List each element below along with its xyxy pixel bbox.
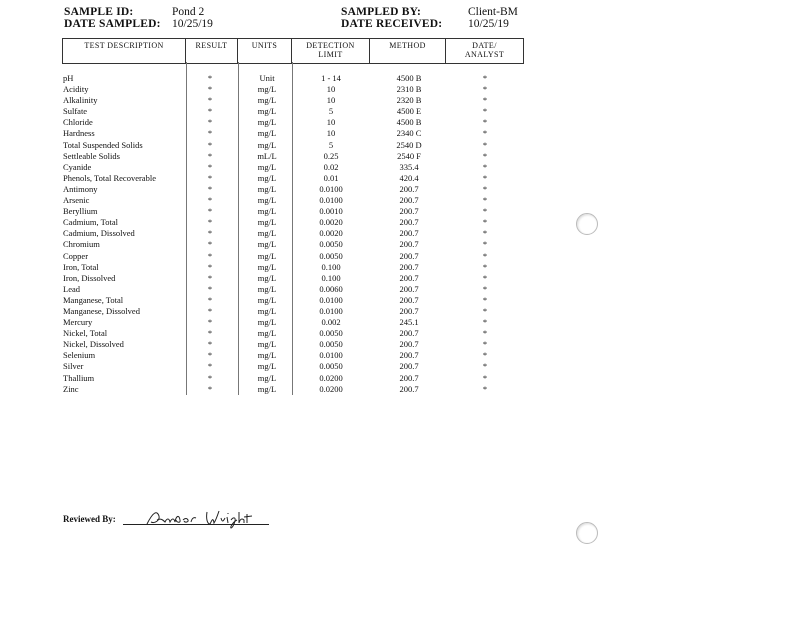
cell-date-analyst: * xyxy=(482,361,488,372)
cell-description: Nickel, Total xyxy=(63,328,108,339)
table-header xyxy=(62,38,524,64)
col-description xyxy=(62,39,186,63)
table-row xyxy=(62,228,524,239)
cell-detection-limit: 10 xyxy=(326,128,336,139)
cell-units: mg/L xyxy=(257,161,277,172)
cell-description: Iron, Dissolved xyxy=(63,272,116,283)
cell-units: mg/L xyxy=(257,317,277,328)
date-sampled-value: 10/25/19 xyxy=(172,18,213,30)
sample-id-label: SAMPLE ID: xyxy=(64,6,134,18)
cell-detection-limit: 10 xyxy=(326,95,336,106)
cell-description: Nickel, Dissolved xyxy=(63,339,124,350)
cell-date-analyst: * xyxy=(482,283,488,294)
table-row xyxy=(62,84,524,95)
table-row xyxy=(62,239,524,250)
col-method xyxy=(370,39,446,63)
cell-date-analyst: * xyxy=(482,372,488,383)
cell-units: mg/L xyxy=(257,206,277,217)
cell-method: 2310 B xyxy=(396,84,422,95)
cell-method: 200.7 xyxy=(399,328,419,339)
cell-method: 200.7 xyxy=(399,350,419,361)
table-row xyxy=(62,128,524,139)
cell-units: mg/L xyxy=(257,228,277,239)
table-row xyxy=(62,162,524,173)
cell-description: Manganese, Total xyxy=(63,294,124,305)
cell-description: Lead xyxy=(63,283,80,294)
cell-description: Total Suspended Solids xyxy=(63,139,143,150)
cell-detection-limit: 0.0050 xyxy=(319,361,343,372)
cell-result: * xyxy=(207,261,213,272)
cell-method: 200.7 xyxy=(399,372,419,383)
table-row xyxy=(62,117,524,128)
cell-description: pH xyxy=(63,73,74,83)
cell-result: * xyxy=(207,128,213,139)
cell-method: 2540 D xyxy=(396,139,422,150)
cell-result: * xyxy=(207,84,213,95)
cell-description: Chloride xyxy=(63,117,93,128)
cell-date-analyst: * xyxy=(482,239,488,250)
cell-detection-limit: 0.0100 xyxy=(319,195,343,206)
cell-date-analyst: * xyxy=(482,106,488,117)
cell-date-analyst: * xyxy=(482,183,488,194)
cell-date-analyst: * xyxy=(482,328,488,339)
cell-detection-limit: 0.0100 xyxy=(319,183,343,194)
table-row xyxy=(62,217,524,228)
cell-units: mg/L xyxy=(257,195,277,206)
cell-description: Cyanide xyxy=(63,161,92,172)
cell-date-analyst: * xyxy=(482,117,488,128)
cell-result: * xyxy=(207,317,213,328)
col-limit-label-1: DETECTION xyxy=(306,41,355,50)
cell-detection-limit: 0.0100 xyxy=(319,294,343,305)
cell-result: * xyxy=(207,206,213,217)
cell-description: Cadmium, Dissolved xyxy=(63,228,135,239)
cell-result: * xyxy=(207,294,213,305)
table-row xyxy=(62,384,524,395)
cell-detection-limit: 10 xyxy=(326,84,336,95)
cell-description: Cadmium, Total xyxy=(63,217,118,228)
cell-result: * xyxy=(207,283,213,294)
table-row xyxy=(62,284,524,295)
reviewed-by-label: Reviewed By: xyxy=(63,514,116,524)
cell-method: 200.7 xyxy=(399,183,419,194)
cell-detection-limit: 0.0200 xyxy=(319,372,343,383)
cell-method: 2320 B xyxy=(396,95,422,106)
table-row xyxy=(62,95,524,106)
cell-method: 200.7 xyxy=(399,250,419,261)
cell-detection-limit: 0.25 xyxy=(323,150,339,161)
table-row xyxy=(62,173,524,184)
table-row xyxy=(62,262,524,273)
table-row xyxy=(62,151,524,162)
table-row xyxy=(62,206,524,217)
cell-detection-limit: 0.100 xyxy=(321,272,341,283)
cell-date-analyst: * xyxy=(482,73,488,83)
cell-description: Acidity xyxy=(63,84,89,95)
cell-result: * xyxy=(207,239,213,250)
cell-detection-limit: 1 - 14 xyxy=(321,73,341,83)
cell-units: mg/L xyxy=(257,350,277,361)
cell-detection-limit: 0.0050 xyxy=(319,239,343,250)
table-row xyxy=(62,295,524,306)
cell-result: * xyxy=(207,383,213,394)
cell-result: * xyxy=(207,139,213,150)
cell-detection-limit: 0.01 xyxy=(323,172,339,183)
cell-result: * xyxy=(207,73,213,83)
sampled-by-value: Client-BM xyxy=(468,6,518,18)
results-table-body xyxy=(62,73,524,395)
cell-result: * xyxy=(207,272,213,283)
cell-detection-limit: 0.02 xyxy=(323,161,339,172)
cell-date-analyst: * xyxy=(482,95,488,106)
cell-result: * xyxy=(207,228,213,239)
cell-result: * xyxy=(207,328,213,339)
cell-units: mL/L xyxy=(257,150,277,161)
cell-method: 200.7 xyxy=(399,228,419,239)
cell-result: * xyxy=(207,150,213,161)
cell-detection-limit: 0.0050 xyxy=(319,250,343,261)
cell-detection-limit: 0.0050 xyxy=(319,339,343,350)
table-row xyxy=(62,350,524,361)
cell-date-analyst: * xyxy=(482,84,488,95)
cell-units: mg/L xyxy=(257,339,277,350)
cell-method: 200.7 xyxy=(399,294,419,305)
cell-date-analyst: * xyxy=(482,150,488,161)
cell-date-analyst: * xyxy=(482,261,488,272)
table-row xyxy=(62,373,524,384)
cell-date-analyst: * xyxy=(482,383,488,394)
cell-units: mg/L xyxy=(257,361,277,372)
cell-method: 4500 E xyxy=(396,106,422,117)
col-date-analyst xyxy=(446,39,524,63)
cell-date-analyst: * xyxy=(482,206,488,217)
cell-date-analyst: * xyxy=(482,228,488,239)
cell-units: mg/L xyxy=(257,328,277,339)
table-row xyxy=(62,317,524,328)
cell-result: * xyxy=(207,350,213,361)
cell-result: * xyxy=(207,250,213,261)
cell-detection-limit: 0.100 xyxy=(321,261,341,272)
cell-units: mg/L xyxy=(257,217,277,228)
sampled-by-label: SAMPLED BY: xyxy=(341,6,422,18)
cell-units: mg/L xyxy=(257,139,277,150)
cell-method: 200.7 xyxy=(399,383,419,394)
cell-detection-limit: 5 xyxy=(328,139,334,150)
sample-id-value: Pond 2 xyxy=(172,6,205,18)
table-row xyxy=(62,273,524,284)
cell-description: Chromium xyxy=(63,239,100,250)
col-result-label: RESULT xyxy=(195,41,228,50)
date-received-value: 10/25/19 xyxy=(468,18,509,30)
cell-units: mg/L xyxy=(257,84,277,95)
cell-method: 4500 B xyxy=(396,73,422,83)
cell-result: * xyxy=(207,161,213,172)
cell-description: Settleable Solids xyxy=(63,150,120,161)
cell-date-analyst: * xyxy=(482,139,488,150)
cell-result: * xyxy=(207,195,213,206)
cell-method: 245.1 xyxy=(399,317,419,328)
cell-description: Alkalinity xyxy=(63,95,98,106)
cell-method: 2340 C xyxy=(396,128,422,139)
cell-description: Iron, Total xyxy=(63,261,99,272)
signature-image xyxy=(143,508,273,530)
cell-description: Selenium xyxy=(63,350,96,361)
cell-result: * xyxy=(207,95,213,106)
table-row xyxy=(62,106,524,117)
cell-units: mg/L xyxy=(257,172,277,183)
cell-date-analyst: * xyxy=(482,172,488,183)
cell-detection-limit: 0.002 xyxy=(321,317,341,328)
date-sampled-label: DATE SAMPLED: xyxy=(64,18,161,30)
cell-units: mg/L xyxy=(257,128,277,139)
cell-units: mg/L xyxy=(257,183,277,194)
cell-result: * xyxy=(207,117,213,128)
cell-date-analyst: * xyxy=(482,294,488,305)
col-limit-label-2: LIMIT xyxy=(318,50,343,59)
binder-hole-bottom xyxy=(576,522,598,544)
cell-date-analyst: * xyxy=(482,305,488,316)
cell-units: mg/L xyxy=(257,106,277,117)
date-received-label: DATE RECEIVED: xyxy=(341,18,443,30)
cell-description: Thallium xyxy=(63,372,95,383)
table-row xyxy=(62,184,524,195)
cell-description: Arsenic xyxy=(63,195,90,206)
cell-date-analyst: * xyxy=(482,339,488,350)
cell-units: mg/L xyxy=(257,272,277,283)
cell-result: * xyxy=(207,217,213,228)
cell-detection-limit: 0.0010 xyxy=(319,206,343,217)
cell-description: Silver xyxy=(63,361,84,372)
cell-detection-limit: 0.0100 xyxy=(319,350,343,361)
cell-date-analyst: * xyxy=(482,272,488,283)
cell-date-analyst: * xyxy=(482,217,488,228)
cell-method: 200.7 xyxy=(399,272,419,283)
cell-detection-limit: 0.0020 xyxy=(319,217,343,228)
cell-detection-limit: 10 xyxy=(326,117,336,128)
cell-method: 2540 F xyxy=(397,150,421,161)
cell-method: 200.7 xyxy=(399,206,419,217)
cell-date-analyst: * xyxy=(482,195,488,206)
cell-units: mg/L xyxy=(257,283,277,294)
cell-method: 200.7 xyxy=(399,217,419,228)
cell-method: 200.7 xyxy=(399,261,419,272)
col-detection-limit xyxy=(292,39,370,63)
table-row xyxy=(62,306,524,317)
cell-detection-limit: 0.0060 xyxy=(319,283,343,294)
cell-method: 200.7 xyxy=(399,339,419,350)
col-units-label: UNITS xyxy=(251,41,278,50)
cell-date-analyst: * xyxy=(482,250,488,261)
col-result xyxy=(186,39,238,63)
cell-units: Unit xyxy=(259,73,275,83)
cell-date-analyst: * xyxy=(482,317,488,328)
cell-units: mg/L xyxy=(257,372,277,383)
date-received-field xyxy=(341,17,509,31)
table-row xyxy=(62,339,524,350)
table-row xyxy=(62,361,524,372)
cell-units: mg/L xyxy=(257,117,277,128)
cell-units: mg/L xyxy=(257,95,277,106)
cell-method: 200.7 xyxy=(399,195,419,206)
cell-description: Manganese, Dissolved xyxy=(63,305,140,316)
cell-description: Antimony xyxy=(63,183,98,194)
cell-description: Sulfate xyxy=(63,106,88,117)
cell-date-analyst: * xyxy=(482,350,488,361)
cell-detection-limit: 0.0200 xyxy=(319,383,343,394)
cell-units: mg/L xyxy=(257,383,277,394)
cell-method: 420.4 xyxy=(399,172,419,183)
date-sampled-field xyxy=(64,17,213,31)
cell-detection-limit: 0.0020 xyxy=(319,228,343,239)
cell-result: * xyxy=(207,183,213,194)
cell-result: * xyxy=(207,372,213,383)
cell-method: 200.7 xyxy=(399,361,419,372)
cell-method: 200.7 xyxy=(399,305,419,316)
binder-hole-top xyxy=(576,213,598,235)
col-description-label: TEST DESCRIPTION xyxy=(84,41,164,50)
cell-description: Phenols, Total Recoverable xyxy=(63,172,156,183)
cell-method: 335.4 xyxy=(399,161,419,172)
cell-description: Copper xyxy=(63,250,89,261)
cell-description: Mercury xyxy=(63,317,93,328)
cell-detection-limit: 5 xyxy=(328,106,334,117)
table-row xyxy=(62,73,524,84)
cell-detection-limit: 0.0050 xyxy=(319,328,343,339)
cell-description: Beryllium xyxy=(63,206,98,217)
cell-result: * xyxy=(207,106,213,117)
col-units xyxy=(238,39,292,63)
cell-result: * xyxy=(207,305,213,316)
cell-description: Zinc xyxy=(63,383,79,394)
cell-units: mg/L xyxy=(257,294,277,305)
cell-method: 200.7 xyxy=(399,239,419,250)
table-row xyxy=(62,195,524,206)
cell-method: 4500 B xyxy=(396,117,422,128)
table-row xyxy=(62,251,524,262)
cell-date-analyst: * xyxy=(482,161,488,172)
cell-units: mg/L xyxy=(257,250,277,261)
table-row xyxy=(62,140,524,151)
cell-detection-limit: 0.0100 xyxy=(319,305,343,316)
cell-result: * xyxy=(207,172,213,183)
cell-description: Hardness xyxy=(63,128,95,139)
col-date-label-1: DATE/ xyxy=(472,41,497,50)
table-row xyxy=(62,328,524,339)
cell-result: * xyxy=(207,339,213,350)
cell-units: mg/L xyxy=(257,239,277,250)
cell-method: 200.7 xyxy=(399,283,419,294)
col-method-label: METHOD xyxy=(389,41,426,50)
cell-result: * xyxy=(207,361,213,372)
col-date-label-2: ANALYST xyxy=(464,50,505,59)
cell-units: mg/L xyxy=(257,305,277,316)
cell-units: mg/L xyxy=(257,261,277,272)
cell-date-analyst: * xyxy=(482,128,488,139)
